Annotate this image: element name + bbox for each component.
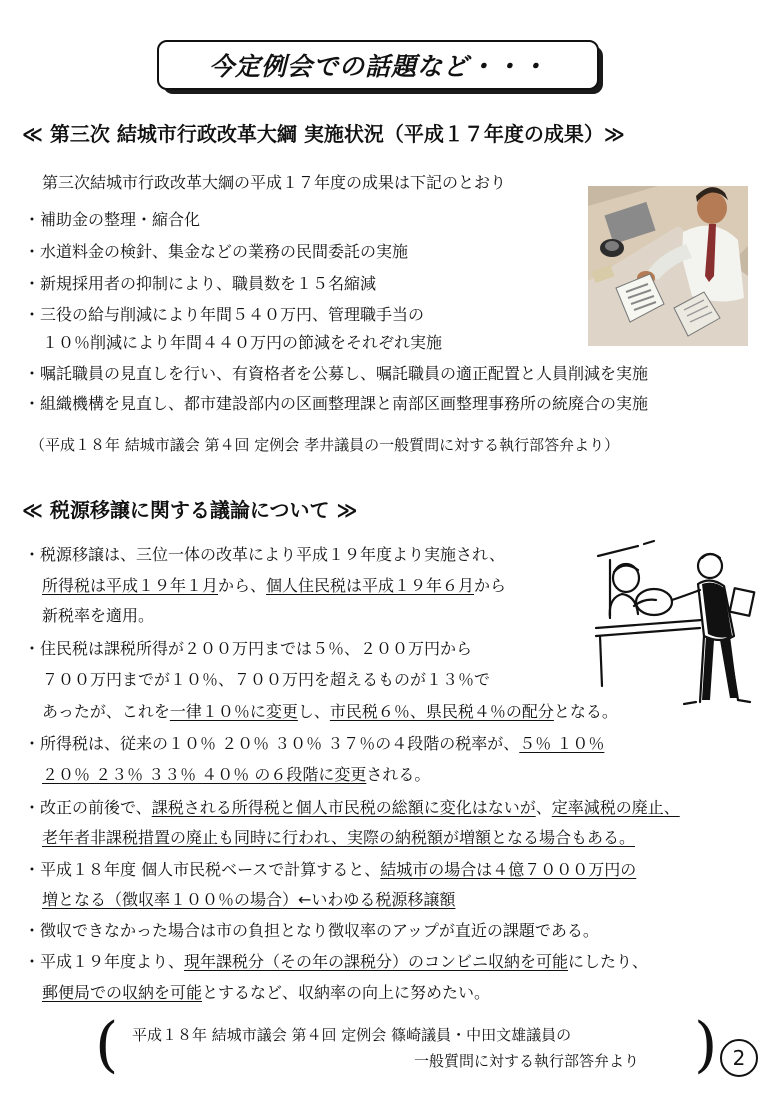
tax-counter-illustration — [592, 536, 762, 708]
text-fragment: ・平成１９年度より、 — [24, 952, 185, 971]
tax-line-12 — [42, 892, 455, 908]
section1-bullet: ・新規採用者の抑制により、職員数を１５名縮減 — [24, 274, 377, 293]
tax-line-3: 新税率を適用。 — [42, 606, 155, 625]
tax-line-4: ・住民税は課税所得が２００万円までは５％、２００万円から — [24, 639, 473, 658]
section1-intro: 第三次結城市行政改革大綱の平成１７年度の成果は下記のとおり — [42, 173, 507, 192]
section1-bullet: ・組織機構を見直し、都市建設部内の区画整理課と南部区画整理事務所の統廃合の実施 — [24, 394, 649, 413]
text-fragment: から、 — [218, 576, 267, 595]
section1-bullet: ・嘱託職員の見直しを行い、有資格者を公募し、嘱託職員の適正配置と人員削減を実施 — [24, 364, 649, 383]
tax-line-2 — [42, 578, 506, 594]
section1-heading: ≪ 第三次 結城市行政改革大綱 実施状況（平成１７年度の成果）≫ — [22, 122, 625, 146]
section1-bullet: ・補助金の整理・縮合化 — [24, 210, 201, 229]
page-title: 今定例会での話題など・・・ — [157, 40, 599, 90]
tax-line-9 — [24, 800, 680, 816]
office-worker-illustration — [588, 186, 748, 346]
tax-line-5: ７００万円までが１０％、７００万円を超えるものが１３％で — [42, 670, 491, 689]
total-unchanged: 課税される所得税と個人市民税の総額に変化はないが — [151, 798, 536, 817]
convenience-store-payment: 現年課税分（その年の課税分）のコンビニ収納を可能 — [184, 952, 569, 971]
section2-heading: ≪ 税源移譲に関する議論について ≫ — [22, 498, 358, 522]
page-title-box — [157, 40, 605, 96]
tax-line-6 — [42, 704, 618, 720]
flat-rate-change: 一律１０％に変更 — [169, 702, 298, 721]
text-fragment: 、 — [535, 798, 552, 817]
tax-line-14 — [24, 954, 648, 970]
tax-line-8 — [42, 767, 430, 783]
transfer-amount: 増となる（徴収率１００％の場合）←いわゆる税源移譲額 — [42, 890, 456, 909]
new-rates-rest: ２０％ ２３％ ３３％ ４０％ の６段階に変更 — [42, 765, 367, 784]
text-fragment: される。 — [366, 765, 431, 784]
income-tax-date: 所得税は平成１９年１月 — [42, 576, 219, 595]
section1-bullet-continued: １０％削減により年間４４０万円の節減をそれぞれ実施 — [42, 333, 443, 352]
text-fragment: ・改正の前後で、 — [24, 798, 152, 817]
post-office-payment: 郵便局での収納を可能 — [42, 983, 203, 1002]
section2-source-line-2: 一般質問に対する執行部答弁より — [414, 1052, 640, 1070]
text-fragment: とするなど、収納率の向上に努めたい。 — [202, 983, 491, 1002]
fixed-rate-reduction-abolished: 定率減税の廃止、 — [551, 798, 680, 817]
right-parenthesis: ) — [694, 1010, 718, 1080]
section2-source-line-1: 平成１８年 結城市議会 第４回 定例会 篠崎議員・中田文雄議員の — [132, 1026, 572, 1044]
elderly-exemption-abolished: 老年者非課税措置の廃止も同時に行われ、実際の納税額が増額となる場合もある。 — [42, 828, 635, 847]
section1-bullet: ・三役の給与削減により年間５４０万円、管理職手当の — [24, 305, 425, 324]
tax-line-7 — [24, 736, 604, 752]
new-rates-start: ５％ １０％ — [519, 734, 605, 753]
text-fragment: から — [474, 576, 507, 595]
section1-source: （平成１８年 結城市議会 第４回 定例会 孝井議員の一般質問に対する執行部答弁より） — [30, 436, 620, 454]
tax-line-11 — [24, 862, 636, 878]
text-fragment: ・所得税は、従来の１０％ ２０％ ３０％ ３７％の４段階の税率が、 — [24, 734, 520, 753]
tax-line-15 — [42, 985, 490, 1001]
tax-line-10 — [42, 830, 635, 846]
page-number: 2 — [720, 1039, 758, 1077]
tax-split: 市民税６％、県民税４％の配分 — [329, 702, 554, 721]
left-parenthesis: ( — [95, 1010, 119, 1080]
text-fragment: にしたり、 — [568, 952, 649, 971]
text-fragment: あったが、これを — [42, 702, 170, 721]
text-fragment: ・平成１８年度 個人市民税ベースで計算すると、 — [24, 860, 381, 879]
tax-line-13: ・徴収できなかった場合は市の負担となり徴収率のアップが直近の課題である。 — [24, 921, 599, 940]
text-fragment: となる。 — [553, 702, 618, 721]
section1-bullet: ・水道料金の検針、集金などの業務の民間委託の実施 — [24, 242, 409, 261]
tax-line-1: ・税源移譲は、三位一体の改革により平成１９年度より実施され、 — [24, 545, 505, 564]
yuki-city-increase: 結城市の場合は４億７０００万円の — [380, 860, 637, 879]
resident-tax-date: 個人住民税は平成１９年６月 — [266, 576, 475, 595]
text-fragment: し、 — [297, 702, 330, 721]
